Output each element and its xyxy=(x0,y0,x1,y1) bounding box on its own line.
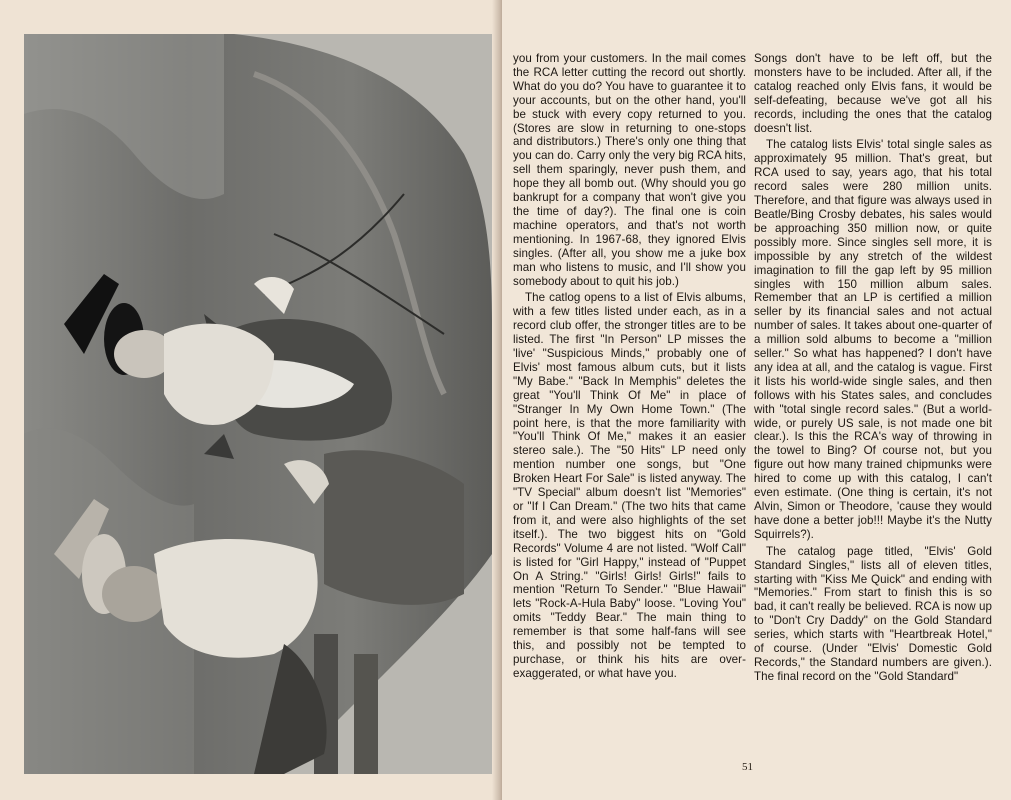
column-1-paragraph-2: The catlog opens to a list of Elvis albums, with a few titles listed under each, as in a record club offer, the stronger titles are to be listed. The first "In Person" LP misses the 'live' "Suspicious Minds," probably one of Elvis' most famous album cuts, but it lists "My Babe." "Back In Memphis" deletes the great "You'll Think Of Me" in place of "Stranger In My Own Home Town." (The point here, is that the more familiarity with "You'll Think Of Me," makes it an easier stereo sale.). The "50 Hits" LP need only mention number one songs, but "One Broken Heart For Sale" is listed anyway. The "TV Special" album doesn't list "Memories" or "If I Can Dream." (The two hits that came from it, and were also highlights of the set itself.). The two biggest hits on "Gold Records" Volume 4 are not listed. "Wolf Call" is listed for "Girl Happy," instead of "Puppet On A String." "Girls! Girls! Girls!" fails to mention "Return To Sender." "Blue Hawaii" lets "Rock-A-Hula Baby" loose. "Loving You" omits "Teddy Bear." The main thing to remember is that some half-fans will see this, and possibly not be tempted to purchase, or think his hits are over-exaggerated, or what have you. xyxy=(513,291,746,680)
column-2-paragraph-1: Songs don't have to be left off, but the monsters have to be included. After all, if the catalog reached only Elvis fans, it would be self-defeating, because we've got all his records, including the ones that the catalog doesn't list. xyxy=(754,52,992,135)
column-2-paragraph-2: The catalog lists Elvis' total single sales as approximately 95 million. That's great, but RCA used to say, years ago, that his total record sales were 280 million units. Therefore, and that figure was always used in Beatle/Bing Crosby debates, his sales would be approaching 350 million now, or quite possibly more. Since singles sell more, it is impossible by any stretch of the wildest imagination to fill the gap left by 95 million singles with 150 million album sales. Remember that an LP is certified a million seller by its financial sales and not actual number of sales. It takes about one-quarter of a million sold albums to become a "million seller." So what has happened? I don't have any idea at all, and the catalog is vague. First it lists his world-wide single sales, and then follows with his States sales, and concludes with "total single record sales." (But a world-wide, or purely US sale, is not made one bit clear.). Is this the RCA's way of throwing in the towel to Bing? Of course not, but you figure out how many trained chipmunks were hired to come up with this catalog, I can't even estimate. (One thing is certain, it's not Alvin, Simon or Theodore, 'cause they would have done a better job!!! Maybe it's the Nutty Squirrels?). xyxy=(754,138,992,541)
photo-illustration xyxy=(24,34,492,774)
photo-two-riders-with-horse xyxy=(24,34,492,774)
column-2-paragraph-3: The catalog page titled, "Elvis' Gold Standard Singles," lists all of eleven titles, starting with "Kiss Me Quick" and ending with "Memories." From start to finish this is so bad, it can't really be believed. RCA is now up to "Don't Cry Daddy" on the Gold Standard series, which starts with "Heartbreak Hotel," of course. (Under "Elvis' Domestic Gold Records," the Standard numbers are given.). The final record on the "Gold Standard" xyxy=(754,544,992,683)
page-number: 51 xyxy=(742,761,753,773)
left-page xyxy=(0,0,500,800)
text-column-1 xyxy=(513,52,746,681)
column-1-paragraph-1: you from your customers. In the mail comes the RCA letter cutting the record out shortly. What do you do? You have to guarantee it to your accounts, but on the other hand, you'll be stuck with every copy returned to you. (Stores are slow in returning to one-stops and distributors.) There's only one thing that you can do. Carry only the very big RCA hits, sell them sparingly, never push them, and hope they all bomb out. (Why should you go bankrupt for a company that won't give you the time of day?). The final one is coin machine operators, and that's not worth mentioning. In 1967-68, they ignored Elvis singles. (After all, you show me a juke box man who listens to music, and I'll show you somebody about to quit his job.) xyxy=(513,52,746,288)
text-column-2 xyxy=(754,52,992,684)
